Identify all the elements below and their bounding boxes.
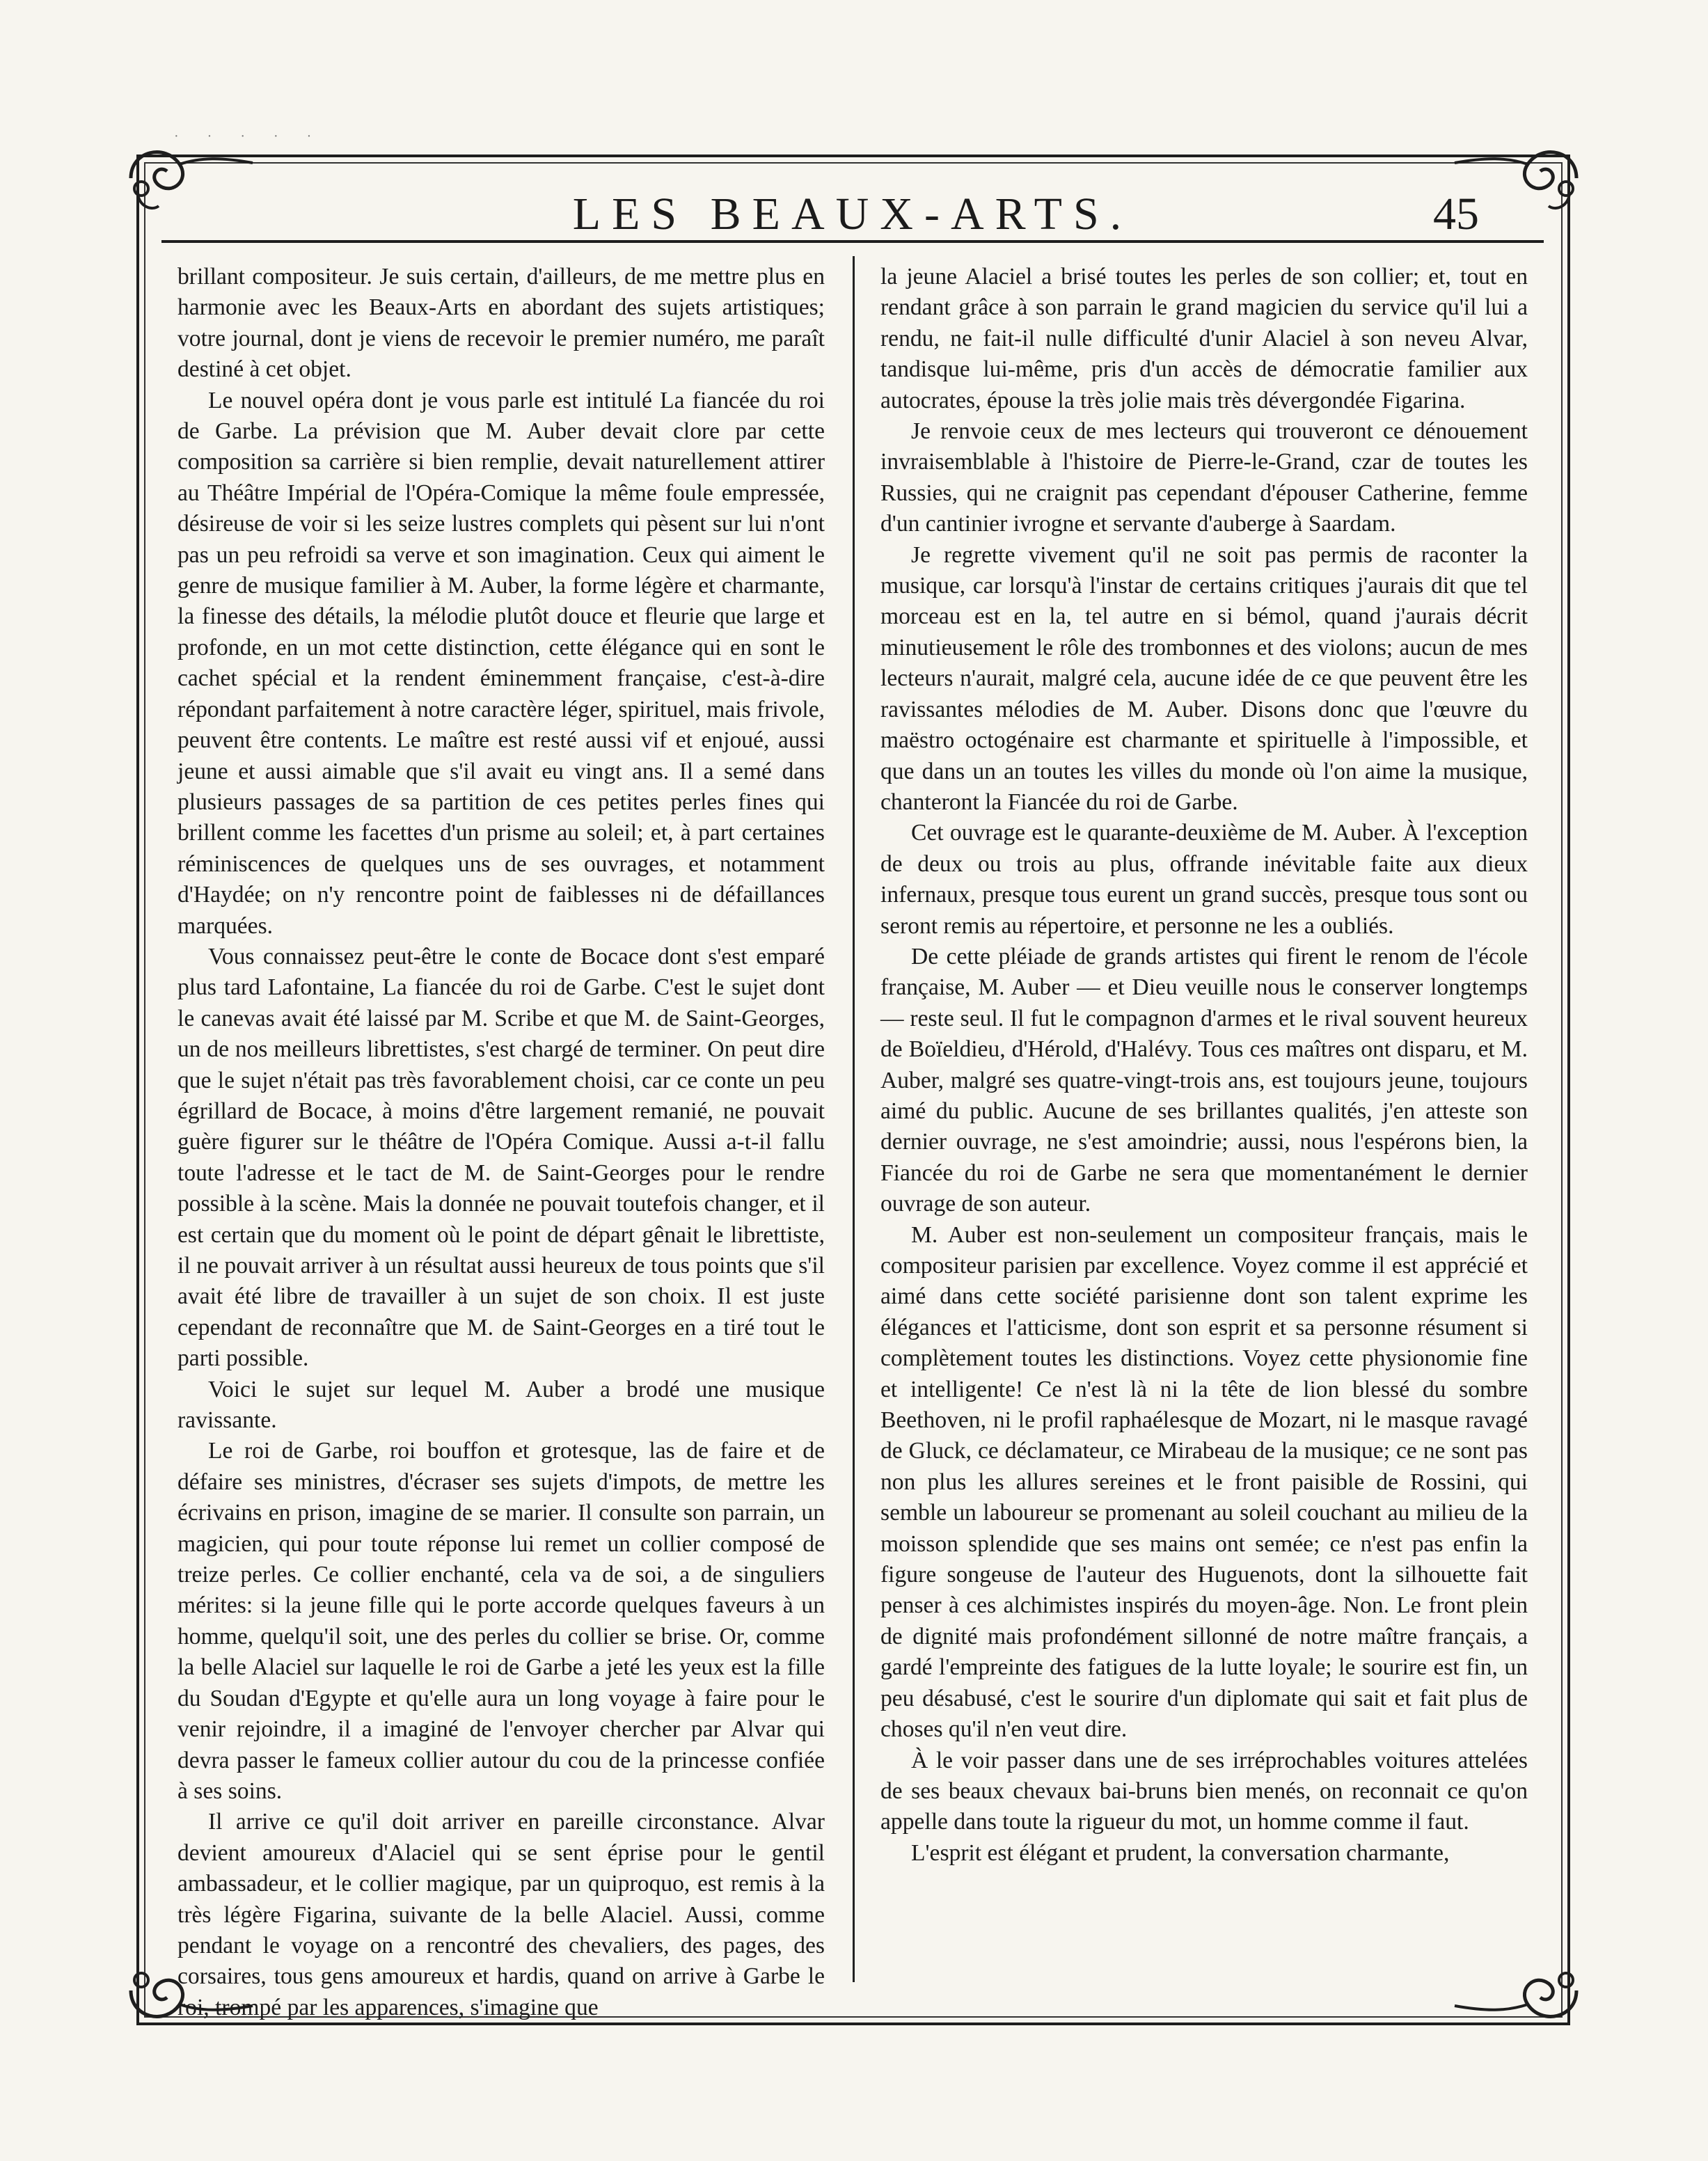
paragraph: la jeune Alaciel a brisé toutes les perles de son collier; et, tout en rendant grâce à son parrain le grand magicien du service qu'il lui a rendu, ne fait-il nulle difficulté d'unir Alaciel à son neveu Alvar, tandisque lui-même, pris d'un accès de démocratie familier aux autocrates, épouse la très jolie mais très dévergondée Figarina. — [880, 264, 1528, 413]
paragraph: Je regrette vivement qu'il ne soit pas permis de raconter la musique, car lorsqu'à l'instar de certains critiques j'aurais dit que tel morceau est en la, tel autre en si bémol, quand j'aurais décrit minutieusement le rôle des trombonnes et des violons; aucun de mes lecteurs n'aurait, malgré cela, aucune idée de ce que peuvent être les ravissantes mélodies de M. Auber. Disons donc que l'œuvre du maëstro octogénaire est charmante et spirituelle à l'impossible, et que dans un an toutes les villes du monde où l'on aime la musique, chanteront la Fiancée du roi de Garbe. — [880, 541, 1528, 815]
journal-title: LES BEAUX-ARTS. — [572, 189, 1133, 239]
paragraph: Cet ouvrage est le quarante-deuxième de M. Auber. À l'exception de deux ou trois au plus, offrande inévitable faite aux dieux infernaux, presque tous eurent un grand succès, presque tous sont ou seront remis au répertoire, et personne ne les a oubliés. — [880, 820, 1528, 939]
paragraph: brillant compositeur. Je suis certain, d'ailleurs, de me mettre plus en harmonie avec les Beaux-Arts en abordant des sujets artistiques; votre journal, dont je viens de recevoir le premier numéro, me paraît destiné à cet objet. — [177, 264, 825, 383]
paragraph: Voici le sujet sur lequel M. Auber a brodé une musique ravissante. — [177, 1376, 825, 1434]
paragraph: De cette pléiade de grands artistes qui firent le renom de l'école française, M. Auber — et Dieu veuille nous le conserver longtemps — reste seul. Il fut le compagnon d'armes et le rival souvent heureux de Boïeldieu, d'Hérold, d'Halévy. Tous ces maîtres ont disparu, et M. Auber, malgré ses quatre-vingt-trois ans, est toujours jeune, toujours aimé du public. Aucune de ses brillantes qualités, j'en atteste son dernier ouvrage, ne s'est amoindrie; aussi, nous l'espérons bien, la Fiancée du roi de Garbe ne sera que momentanément le dernier ouvrage de son auteur. — [880, 943, 1528, 1217]
paragraph: Je renvoie ceux de mes lecteurs qui trouveront ce dénouement invraisemblable à l'histoire de Pierre-le-Grand, czar de toutes les Russies, qui ne craignit pas cependant d'épouser Catherine, femme d'un cantinier ivrogne et servante d'auberge à Saardam. — [880, 418, 1528, 537]
paragraph: À le voir passer dans une de ses irréprochables voitures attelées de ses beaux chevaux bai-bruns bien menés, on reconnait ce qu'on appelle dans toute la rigueur du mot, un homme comme il faut. — [880, 1747, 1528, 1835]
paragraph: L'esprit est élégant et prudent, la conversation charmante, — [911, 1839, 1450, 1866]
paragraph: M. Auber est non-seulement un compositeur français, mais le compositeur parisien par excellence. Voyez comme il est apprécié et aimé dans cette société parisienne dont son talent exprime les élégances et l'atticisme, dont son esprit et sa personne résument si complètement toutes les distinctions. Voyez cette physionomie fine et intelligente! Ce n'est là ni la tête de lion blessé du sombre Beethoven, ni le profil raphaélesque de Mozart, ni le masque ravagé de Gluck, ce déclamateur, ce Mirabeau de la musique; ce ne sont pas non plus les allures sereines et le front paisible de Rossini, qui semble un laboureur se promenant au soleil couchant au milieu de la moisson splendide que ses mains ont semée; ce n'est pas enfin la figure songeuse de l'auteur des Huguenots, dont la silhouette fait penser à ces alchimistes inspirés du moyen-âge. Non. Le front plein de dignité mais profondément sillonné de notre maître français, a gardé l'empreinte des fatigues de la lutte loyale; le sourire est fin, un peu désabusé, c'est le sourire d'un diplomate qui sait et fait plus de choses qu'il n'en veut dire. — [880, 1221, 1528, 1743]
right-column — [880, 262, 1528, 1869]
paragraph: Le roi de Garbe, roi bouffon et grotesque, las de faire et de défaire ses ministres, d'écraser ses sujets d'impots, de mettre les écrivains en prison, imagine de se marier. Il consulte son parrain, un magicien, qui pour toute réponse lui remet un collier composé de treize perles. Ce collier enchanté, cela va de soi, a de singuliers mérites: si la jeune fille qui le porte accorde quelques faveurs à un homme, quelqu'il soit, une des perles du collier se brise. Or, comme la belle Alaciel sur laquelle le roi de Garbe a jeté les yeux est la fille du Soudan d'Egypte et qu'elle aura un long voyage à faire pour le venir rejoindre, il a imaginé de l'envoyer chercher par Alvar qui devra passer le fameux collier autour du cou de la princesse confiée à ses soins. — [177, 1438, 825, 1804]
left-column — [177, 262, 825, 2023]
column-divider — [853, 256, 855, 1982]
paragraph: Il arrive ce qu'il doit arriver en pareille circonstance. Alvar devient amoureux d'Alaciel qui se sent éprise pour le gentil ambassadeur, et le collier magique, par un quiproquo, est remis à la très légère Figarina, suivante de la belle Alaciel. Aussi, comme pendant le voyage on a rencontré des chevaliers, des pages, des corsaires, tous gens amoureux et hardis, quand on arrive à Garbe le roi, trompé par les apparences, s'imagine que — [177, 1809, 825, 2020]
corner-ornament-icon — [1451, 1956, 1590, 2032]
paragraph: Vous connaissez peut-être le conte de Bocace dont s'est emparé plus tard Lafontaine, La fiancée du roi de Garbe. C'est le sujet dont le canevas avait été laissé par M. Scribe et que M. de Saint-Georges, un de nos meilleurs librettistes, s'est chargé de terminer. On peut dire que le sujet n'était pas très favorablement choisi, car ce conte un peu égrillard de Bocace, à moins d'être largement remanié, ne pouvait guère figurer sur le théâtre de l'Opéra Comique. Aussi a-t-il fallu toute l'adresse et le tact de M. de Saint-Georges pour le rendre possible à la scène. Mais la donnée ne pouvait toutefois changer, et il est certain que du moment où le point de départ gênait le librettiste, il ne pouvait arriver à un résultat aussi heureux de tous points que s'il avait été libre de travailler à un sujet de son choix. Il est juste cependant de reconnaître que M. de Saint-Georges en a tiré tout le parti possible. — [177, 943, 825, 1372]
paper-specks: · · · · · — [174, 129, 324, 144]
paragraph: Le nouvel opéra dont je vous parle est intitulé La fiancée du roi de Garbe. La prévision que M. Auber devait clore par cette composition sa carrière si bien remplie, devait naturellement attirer au Théâtre Impérial de l'Opéra-Comique la même foule empressée, désireuse de voir si les seize lustres complets qui pèsent sur lui n'ont pas un peu refroidi sa verve et son imagination. Ceux qui aiment le genre de musique familier à M. Auber, la forme légère et charmante, la finesse des détails, la mélodie plutôt douce et fleurie que large et profonde, en un mot cette distinction, cette élégance qui en sont le cachet spécial et la rendent éminemment française, c'est-à-dire répondant parfaitement à notre caractère léger, spirituel, mais frivole, peuvent être contents. Le maître est resté aussi vif et enjoué, aussi jeune et aussi aimable que s'il avait eu vingt ans. Il a semé dans plusieurs passages de sa partition de ces petites perles fines qui brillent comme les facettes d'un prisme au soleil; et, à part certaines réminiscences de quelques uns de ses ouvrages, et notamment d'Haydée; on n'y rencontre point de faiblesses ni de défaillances marquées. — [177, 387, 825, 939]
header-rule — [161, 240, 1544, 243]
page-number: 45 — [1433, 189, 1479, 239]
